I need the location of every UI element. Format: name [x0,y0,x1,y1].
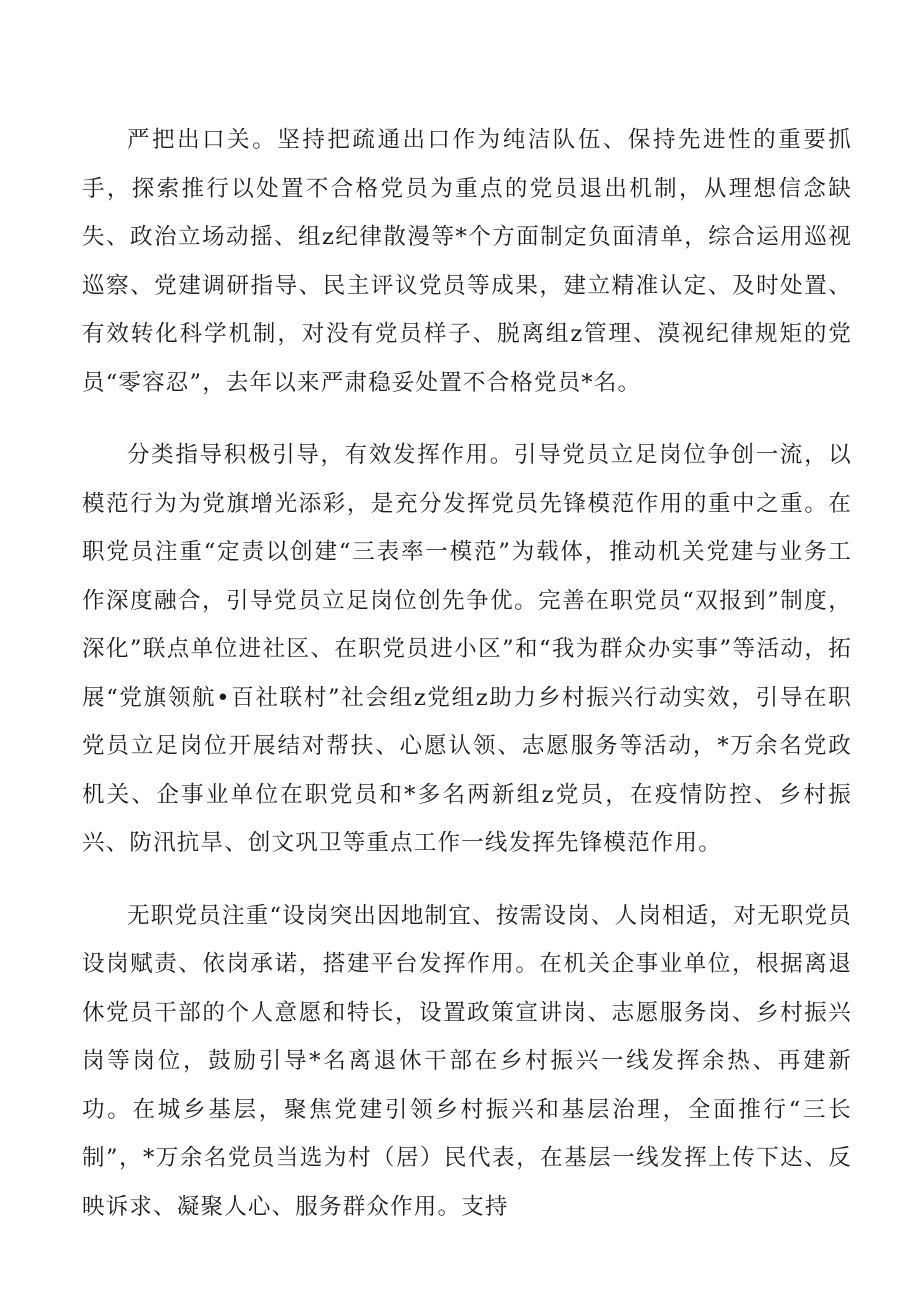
paragraph-exit-mechanism: 严把出口关。坚持把疏通出口作为纯洁队伍、保持先进性的重要抓手，探索推行以处置不合格党员为重点的党员退出机制，从理想信念缺失、政治立场动摇、组z纪律散漫等*个方面制定负面清单，综合运用巡视巡察、党建调研指导、民主评议党员等成果，建立精准认定、及时处置、有效转化科学机制，对没有党员样子、脱离组z管理、漠视纪律规矩的党员“零容忍”，去年以来严肃稳妥处置不合格党员*名。 [82,127,852,396]
paragraph-non-post-members: 无职党员注重“设岗突出因地制宜、按需设岗、人岗相适，对无职党员设岗赋责、依岗承诺，搭建平台发挥作用。在机关企事业单位，根据离退休党员干部的个人意愿和特长，设置政策宣讲岗、志愿服务岗、乡村振兴岗等岗位，鼓励引导*名离退休干部在乡村振兴一线发挥余热、再建新功。在城乡基层，聚焦党建引领乡村振兴和基层治理，全面推行“三长制”，*万余名党员当选为村（居）民代表，在基层一线发挥上传下达、反映诉求、凝聚人心、服务群众作用。支持 [82,902,852,1220]
paragraph-classified-guidance: 分类指导积极引导，有效发挥作用。引导党员立足岗位争创一流，以模范行为为党旗增光添彩，是充分发挥党员先锋模范作用的重中之重。在职党员注重“定责以创建“三表率一模范”为载体，推动机关党建与业务工作深度融合，引导党员立足岗位创先争优。完善在职党员“双报到”制度，深化”联点单位进社区、在职党员进小区”和“我为群众办实事”等活动，拓展“党旗领航•百社联村”社会组z党组z助力乡村振兴行动实效，引导在职党员立足岗位开展结对帮扶、心愿认领、志愿服务等活动，*万余名党政机关、企事业单位在职党员和*多名两新组z党员，在疫情防控、乡村振兴、防汛抗旱、创文巩卫等重点工作一线发挥先锋模范作用。 [82,442,852,856]
document-body [82,116,852,1255]
